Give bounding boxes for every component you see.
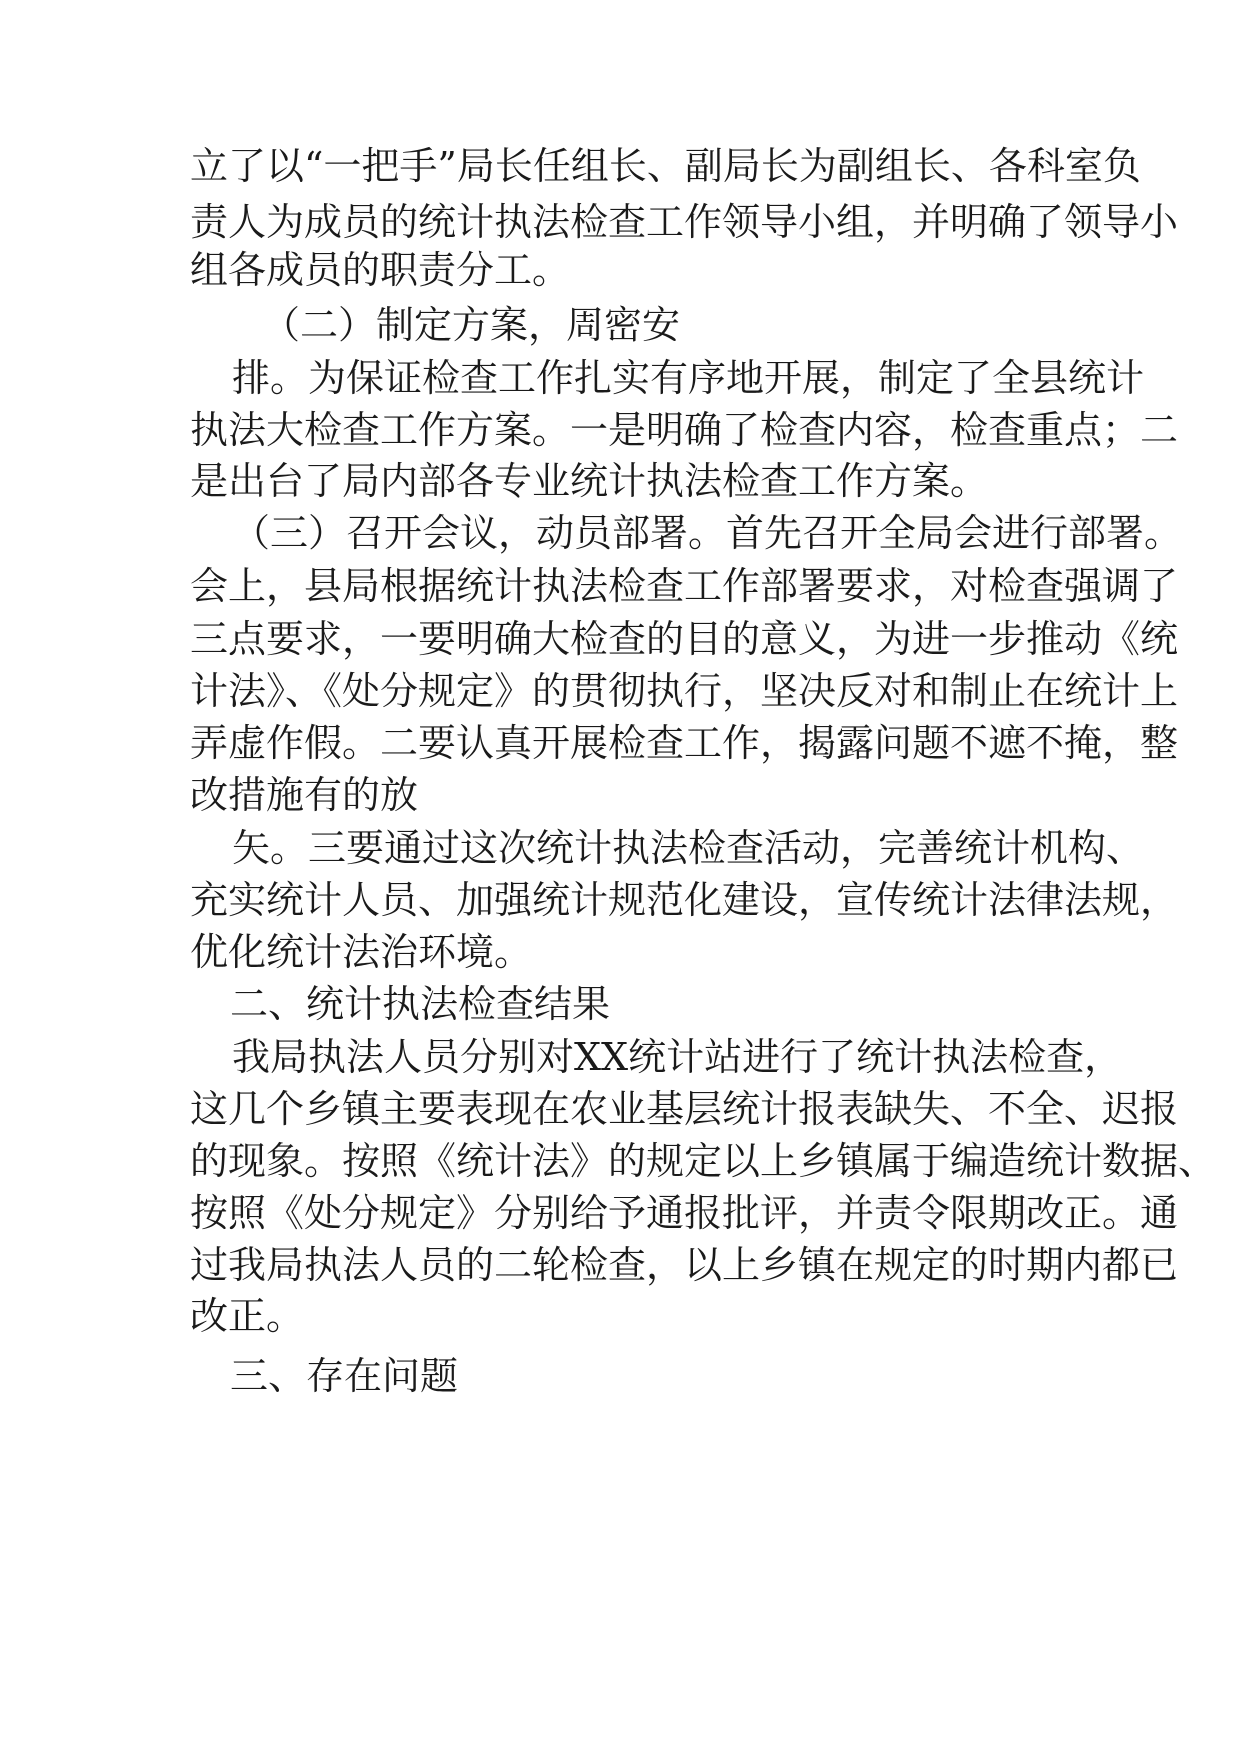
body-text-line: 组各成员的职责分工。 <box>190 248 571 292</box>
body-text-line: 是出台了局内部各专业统计执法检查工作方案。 <box>190 459 989 503</box>
body-text-line: 我局执法人员分别对XX统计站进行了统计执法检查， <box>232 1035 1123 1079</box>
section-heading: （二）制定方案，周密安 <box>262 303 681 347</box>
body-text-line: 计法》、《处分规定》的贯彻执行，坚决反对和制止在统计上 <box>190 669 1179 713</box>
body-text-line: 充实统计人员、加强统计规范化建设，宣传统计法律法规， <box>190 878 1179 922</box>
body-text-line: 的现象。按照《统计法》的规定以上乡镇属于编造统计数据、 <box>190 1139 1217 1183</box>
body-text-line: 弄虚作假。二要认真开展检查工作，揭露问题不遮不掩，整 <box>190 721 1179 765</box>
body-text-line: 三点要求，一要明确大检查的目的意义，为进一步推动《统 <box>190 617 1179 661</box>
body-text-line: 优化统计法治环境。 <box>190 930 533 974</box>
body-text-line: 排。为保证检查工作扎实有序地开展，制定了全县统计 <box>232 356 1145 400</box>
body-text-line: 这几个乡镇主要表现在农业基层统计报表缺失、不全、迟报 <box>190 1087 1179 1131</box>
section-heading: 二、统计执法检查结果 <box>230 982 611 1026</box>
body-text-line: 按照《处分规定》分别给予通报批评，并责令限期改正。通 <box>190 1191 1179 1235</box>
body-text-line: 改措施有的放 <box>190 773 419 817</box>
body-text-line: 立了以“一把手”局长任组长、副局长为副组长、各科室负 <box>190 144 1141 188</box>
body-text-line: 会上，县局根据统计执法检查工作部署要求，对检查强调了 <box>190 564 1179 608</box>
body-text-line: 矢。三要通过这次统计执法检查活动，完善统计机构、 <box>232 826 1145 870</box>
body-text-line: 过我局执法人员的二轮检查，以上乡镇在规定的时期内都已 <box>190 1243 1179 1287</box>
body-text-line: 执法大检查工作方案。一是明确了检查内容，检查重点；二 <box>190 408 1179 452</box>
section-heading: 三、存在问题 <box>230 1354 459 1398</box>
section-heading: （三）召开会议，动员部署。首先召开全局会进行部署。 <box>232 511 1183 555</box>
body-text-line: 改正。 <box>190 1294 305 1338</box>
body-text-line: 责人为成员的统计执法检查工作领导小组，并明确了领导小 <box>190 200 1179 244</box>
